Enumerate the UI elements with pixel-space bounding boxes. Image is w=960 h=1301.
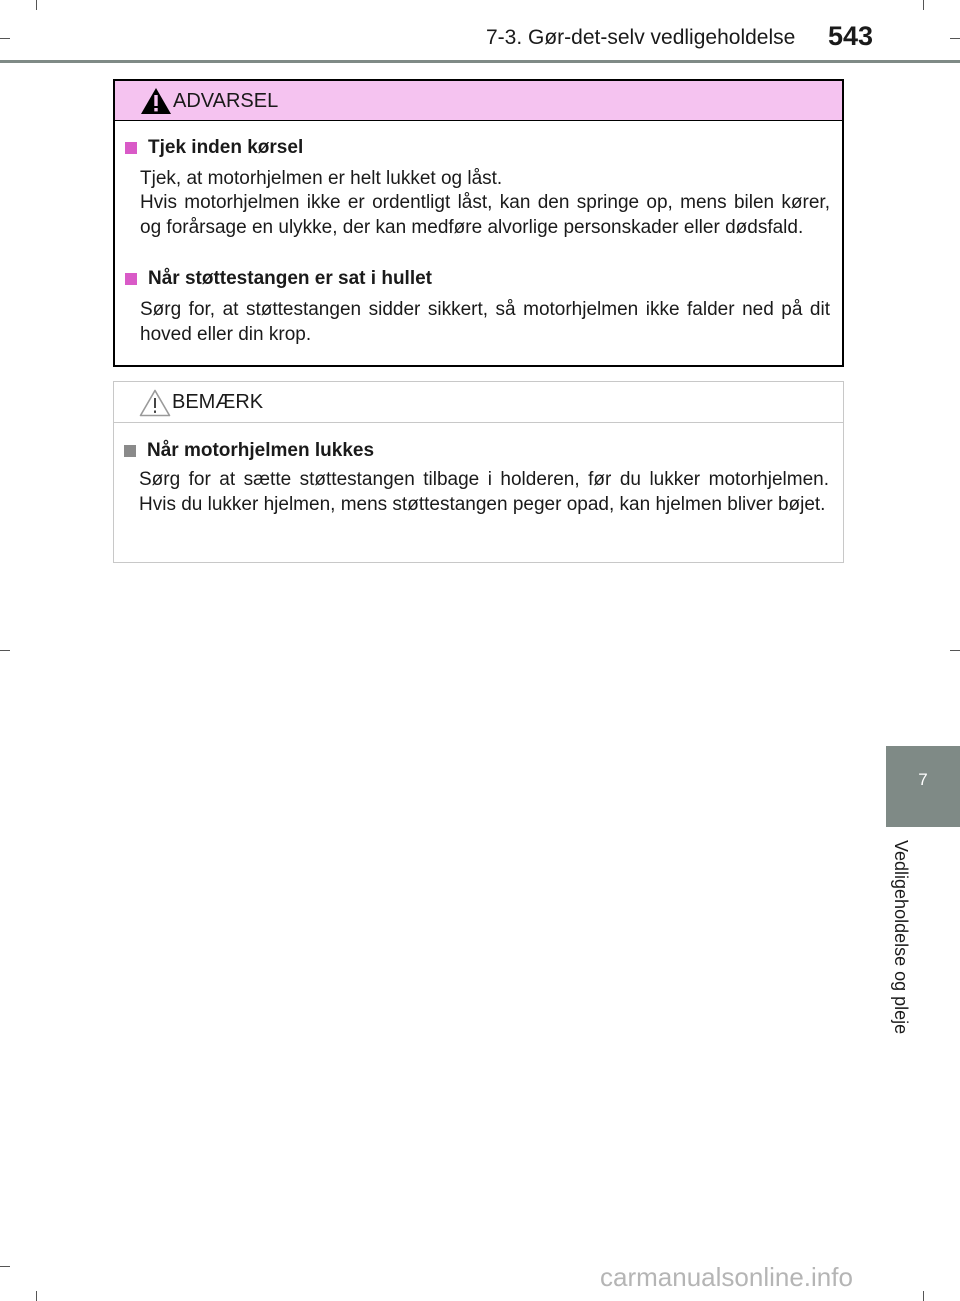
square-bullet-icon xyxy=(124,445,136,457)
warning-section-title xyxy=(125,137,303,159)
crop-mark xyxy=(950,38,960,39)
paragraph: Sørg for, at støttestangen sidder sikkert, så motorhjelmen ikke falder ned på dit hoved eller din krop. xyxy=(140,299,830,345)
warning-label: ADVARSEL xyxy=(173,90,279,112)
crop-mark xyxy=(950,650,960,651)
watermark: carmanualsonline.info xyxy=(600,1262,853,1292)
section-heading: Tjek inden kørsel xyxy=(148,137,304,158)
chapter-number: 7 xyxy=(918,770,928,789)
header-rule xyxy=(0,60,960,63)
crop-mark xyxy=(0,650,10,651)
chapter-label-container xyxy=(890,840,920,1060)
chapter-label: Vedligeholdelse og pleje xyxy=(891,840,911,1035)
section-heading: Når støttestangen er sat i hullet xyxy=(148,268,433,289)
square-bullet-icon xyxy=(125,273,137,285)
notice-label: BEMÆRK xyxy=(172,391,264,413)
square-bullet-icon xyxy=(125,142,137,154)
paragraph: Hvis motorhjelmen ikke er ordentligt låst, kan den springe op, mens bilen kører, og forårsage en ulykke, der kan medføre alvorlige personskader eller dødsfald. xyxy=(140,192,830,238)
warning-triangle-icon xyxy=(140,87,172,115)
crop-mark xyxy=(0,38,10,39)
section-heading: Når motorhjelmen lukkes xyxy=(147,440,375,461)
page-number: 543 xyxy=(828,21,874,51)
warning-box xyxy=(113,79,844,367)
crop-mark xyxy=(923,1291,924,1301)
crop-mark xyxy=(36,0,37,10)
notice-section-title xyxy=(124,440,374,462)
warning-header xyxy=(115,81,842,121)
chapter-tab xyxy=(886,746,960,827)
paragraph: Tjek, at motorhjelmen er helt lukket og låst. xyxy=(140,168,503,189)
notice-box xyxy=(113,381,844,563)
caution-triangle-outline-icon xyxy=(139,389,171,417)
paragraph: Sørg for at sætte støttestangen tilbage i holderen, før du lukker motorhjelmen. Hvis du lukker hjelmen, mens støttestangen peger opad, kan hjelmen bliver bøjet. xyxy=(139,469,829,515)
notice-header xyxy=(114,382,843,423)
warning-section-title xyxy=(125,268,432,290)
crop-mark xyxy=(923,0,924,10)
section-title: 7-3. Gør-det-selv vedligeholdelse xyxy=(486,26,796,49)
crop-mark xyxy=(0,1266,10,1267)
crop-mark xyxy=(36,1291,37,1301)
